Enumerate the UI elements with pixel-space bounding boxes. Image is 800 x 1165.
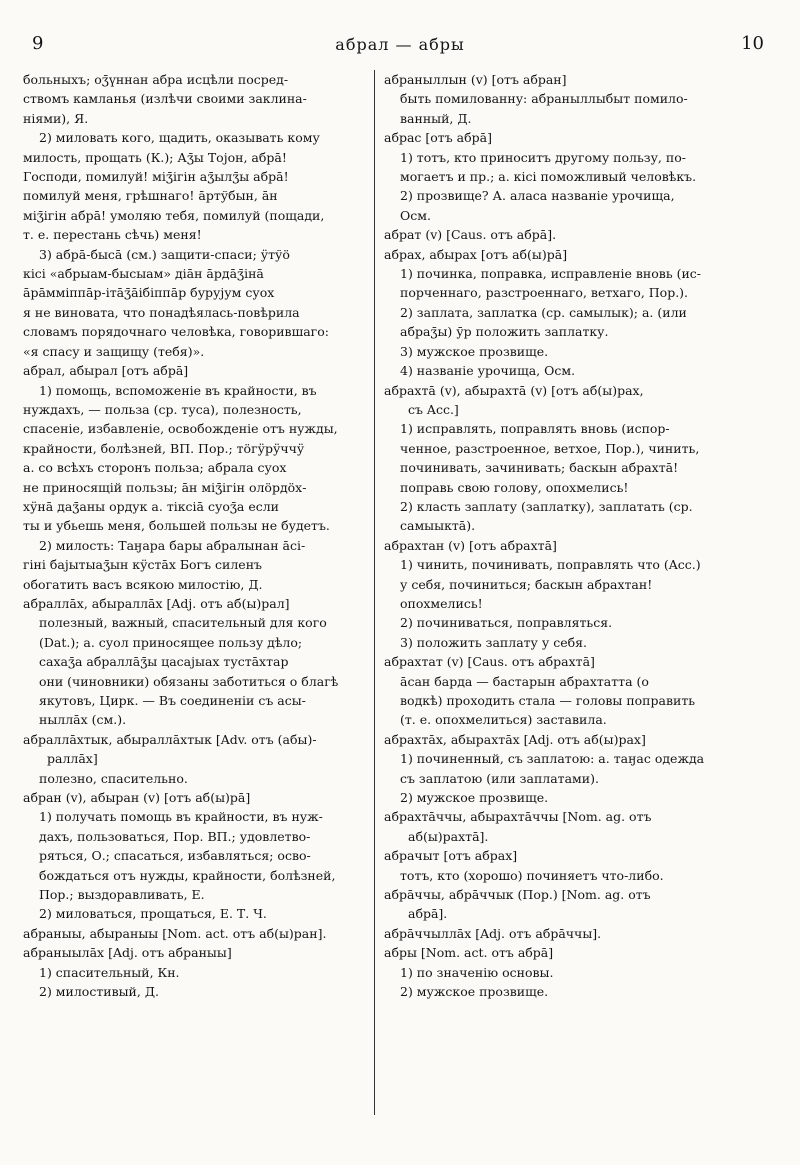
text-line: 2) милостивый, Д. (39, 984, 159, 1000)
text-line: не приносящій пользы; āн міӡ̄ігін олöрдöх- (23, 479, 307, 495)
text-line: больныхъ; оӡ̄үннан абра исцѣли посред- (23, 72, 289, 87)
text-line: Осм. (400, 207, 431, 223)
text-line: 3) абрā-бысā (см.) защити-спаси; ӱтўö (39, 246, 290, 262)
text-line: 1) починка, поправка, исправленіе вновь (ис- (400, 266, 702, 282)
text-line: хӱнā даӡ̄аны ордук а. тiксiā суоӡ̄а если (23, 498, 280, 514)
text-line: āрāммiппāр-iтāӡ̄āiбiппāр бурујум суох (23, 285, 275, 301)
text-line: (т. е. опохмелиться) заставила. (400, 712, 607, 728)
text-line: 1) чинить, починивать, поправлять что (Acc.) (400, 557, 701, 573)
text-line: тотъ, кто (хорошо) починяетъ что-либо. (400, 867, 664, 883)
text-line: кісі «абрыам-бысыам» дiāн āрдāӡ̄інā (23, 266, 264, 282)
text-line: 1) по значенію основы. (400, 964, 554, 980)
text-line: крайности, болѣзней, ВП. Пор.; тöгӱрӱччӱ (23, 440, 305, 456)
column-divider (374, 70, 375, 1115)
entry-headword: абраныы, абыраныы [Nom. act. отъ аб(ы)ран]. (23, 925, 327, 941)
text-line: раллāх] (47, 751, 98, 767)
text-line: поправь свою голову, опохмелись! (400, 479, 629, 495)
entry-headword: абрахтат (v) [Caus. отъ абрахтā] (384, 654, 595, 670)
text-line: 1) тотъ, кто приноситъ другому пользу, по- (400, 149, 686, 165)
text-line: а. со всѣхъ сторонъ польза; абрала суох (23, 460, 287, 476)
entry-headword: абраныллын (v) [отъ абран] (384, 72, 567, 87)
entry-headword: абраллāх, абыраллāх [Adj. отъ аб(ы)рал] (23, 595, 290, 611)
text-line: я не виновата, что понадѣялась-повѣрила (23, 304, 300, 320)
text-line: сахаӡ̄а абраллāӡ̄ы цасаjыах тустāхтар (39, 654, 289, 670)
entry-headword: абрал, абырал [отъ абрā] (23, 363, 189, 379)
entry-headword: абраллāхтык, абыраллāхтык [Adv. отъ (абы)- (23, 731, 317, 747)
text-line: ченное, разстроенное, ветхое, Пор.), чинить, (400, 440, 700, 456)
text-line: обогатить васъ всякою милостію, Д. (23, 576, 263, 592)
text-line: они (чиновники) обязаны заботиться о благѣ (39, 673, 339, 689)
text-line: аб(ы)рахтā]. (408, 828, 489, 844)
entry-headword: абран (v), абыран (v) [отъ аб(ы)рā] (23, 790, 251, 806)
text-line: ты и убьешь меня, большей пользы не будетъ. (23, 518, 330, 534)
entry-headword: абрахтā (v), абырахтā (v) [отъ аб(ы)рах, (384, 382, 644, 398)
entry-headword: абры [Nom. act. отъ абрā] (384, 945, 554, 961)
text-line: 1) спасительный, Кн. (39, 964, 180, 980)
text-line: «я спасу и защищу (тебя)». (23, 343, 205, 359)
entry-headword: абрахтан (v) [отъ абрахтā] (384, 537, 557, 553)
text-line: ныллāх (см.). (39, 712, 127, 728)
text-line: спасеніе, избавленіе, освобожденіе отъ нужды, (23, 421, 338, 437)
text-line: 1) получать помощь въ крайности, въ нуж- (39, 809, 323, 825)
entry-headword: абрāччы, абрāччык (Пор.) [Nom. ag. отъ (384, 887, 651, 903)
text-line: 2) мужское прозвище. (400, 984, 549, 1000)
text-line: гіні баjытыаӡ̄ын кӱстāх Богъ силенъ (23, 557, 262, 573)
text-line: 2) мужское прозвище. (400, 790, 549, 806)
entry-headword: абрах, абырах [отъ аб(ы)рā] (384, 246, 568, 262)
text-line: Пор.; выздоравливать, Е. (39, 887, 205, 903)
text-line: быть помилованну: абраныллыбыт помило- (400, 91, 688, 107)
text-line: āсан барда — бастарын абрахтатта (о (400, 673, 649, 689)
text-line: ряться, О.; спасаться, избавляться; осво- (39, 848, 311, 864)
text-line: бождаться отъ нужды, крайности, болѣзней, (39, 867, 336, 883)
text-line: самыыктā). (400, 518, 476, 534)
text-line: водкѣ) проходить стала — головы поправить (400, 693, 696, 708)
text-line: опохмелись! (400, 595, 483, 611)
entry-headword: абрахтāх, абырахтāх [Adj. отъ аб(ы)рах] (384, 731, 646, 747)
text-line: абрā]. (408, 906, 448, 922)
text-line: нуждахъ, — польза (ср. туса), полезность, (23, 401, 302, 417)
text-line: милость, прощать (К.); Аӡ̄ы Тојон, абрā! (23, 149, 287, 165)
text-line: починивать, зачинивать; баскын абрахтā! (400, 460, 679, 476)
text-line: 4) названіе урочища, Осм. (400, 363, 576, 379)
text-line: 3) мужское прозвище. (400, 343, 549, 359)
text-line: абраӡ̄ы) ӯр положить заплатку. (400, 324, 609, 340)
text-line: ванный, Д. (400, 110, 472, 126)
running-title: абрал — абры (335, 35, 465, 54)
entry-headword: абрачыт [отъ абрах] (384, 848, 518, 864)
entry-headword: абраныылāх [Adj. отъ абраныы] (23, 945, 232, 961)
text-line: ствомъ камланья (излѣчи своими заклина- (23, 91, 307, 107)
entry-headword: абрат (v) [Caus. отъ абрā]. (384, 227, 557, 243)
text-line: съ Acc.] (408, 401, 459, 417)
text-line: 2) починиваться, поправляться. (400, 615, 613, 631)
text-line: дахъ, пользоваться, Пор. ВП.; удовлетво- (39, 828, 311, 844)
text-line: 1) исправлять, поправлять вновь (испор- (400, 421, 670, 437)
text-line: помилуй меня, грѣшнаго! āртўбын, āн (23, 188, 278, 204)
right-column (384, 70, 768, 1002)
text-line: 1) починенный, съ заплатою: а. таӈас одежда (400, 751, 705, 767)
text-line: порченнаго, разстроеннаго, ветхаго, Пор.). (400, 285, 689, 301)
text-line: 2) миловаться, прощаться, Е. Т. Ч. (39, 906, 267, 922)
page-number-left: 9 (32, 33, 44, 54)
text-line: т. е. перестань сѣчь) меня! (23, 227, 202, 243)
text-line: 1) помощь, вспоможеніе въ крайности, въ (39, 382, 317, 398)
text-line: 3) положить заплату у себя. (400, 634, 587, 650)
entry-headword: абрас [отъ абрā] (384, 130, 492, 146)
text-line: 2) заплата, заплатка (ср. самылык); а. (или (400, 304, 687, 320)
text-line: ніями), Я. (23, 110, 89, 126)
text-line: Господи, помилуй! міӡ̄ігін аӡ̄ылӡ̄ы абрā! (23, 169, 289, 185)
entry-headword: абрахтāччы, абырахтāччы [Nom. ag. отъ (384, 809, 652, 825)
entry-headword: абрāччыллāх [Adj. отъ абрāччы]. (384, 925, 602, 941)
text-line: у себя, починиться; баскын абрахтан! (400, 576, 653, 592)
page-number-right: 10 (741, 33, 764, 54)
text-line: якутовъ, Цирк. — Въ соединеніи съ асы- (39, 693, 306, 708)
text-line: (Dat.); а. суол приносящее пользу дѣло; (39, 634, 303, 650)
text-line: полезно, спасительно. (39, 770, 188, 786)
page-header (0, 33, 800, 63)
text-line: словамъ порядочнаго человѣка, говорившаго: (23, 324, 329, 340)
text-line: съ заплатою (или заплатами). (400, 770, 599, 786)
text-line: полезный, важный, спасительный для кого (39, 615, 327, 631)
text-line: 2) милость: Таӈара бары абралынан āсі- (39, 537, 306, 553)
text-line: могаетъ и пр.; а. кісі поможливый человѣкъ. (400, 169, 697, 185)
left-column (23, 70, 381, 1002)
text-line: 2) класть заплату (заплатку), заплатать (ср. (400, 498, 693, 514)
text-line: міӡ̄ігін абрā! умоляю тебя, помилуй (пощади, (23, 207, 325, 223)
text-line: 2) прозвище? А. аласа названіе урочища, (400, 188, 675, 204)
text-line: 2) миловать кого, щадить, оказывать кому (39, 130, 320, 146)
